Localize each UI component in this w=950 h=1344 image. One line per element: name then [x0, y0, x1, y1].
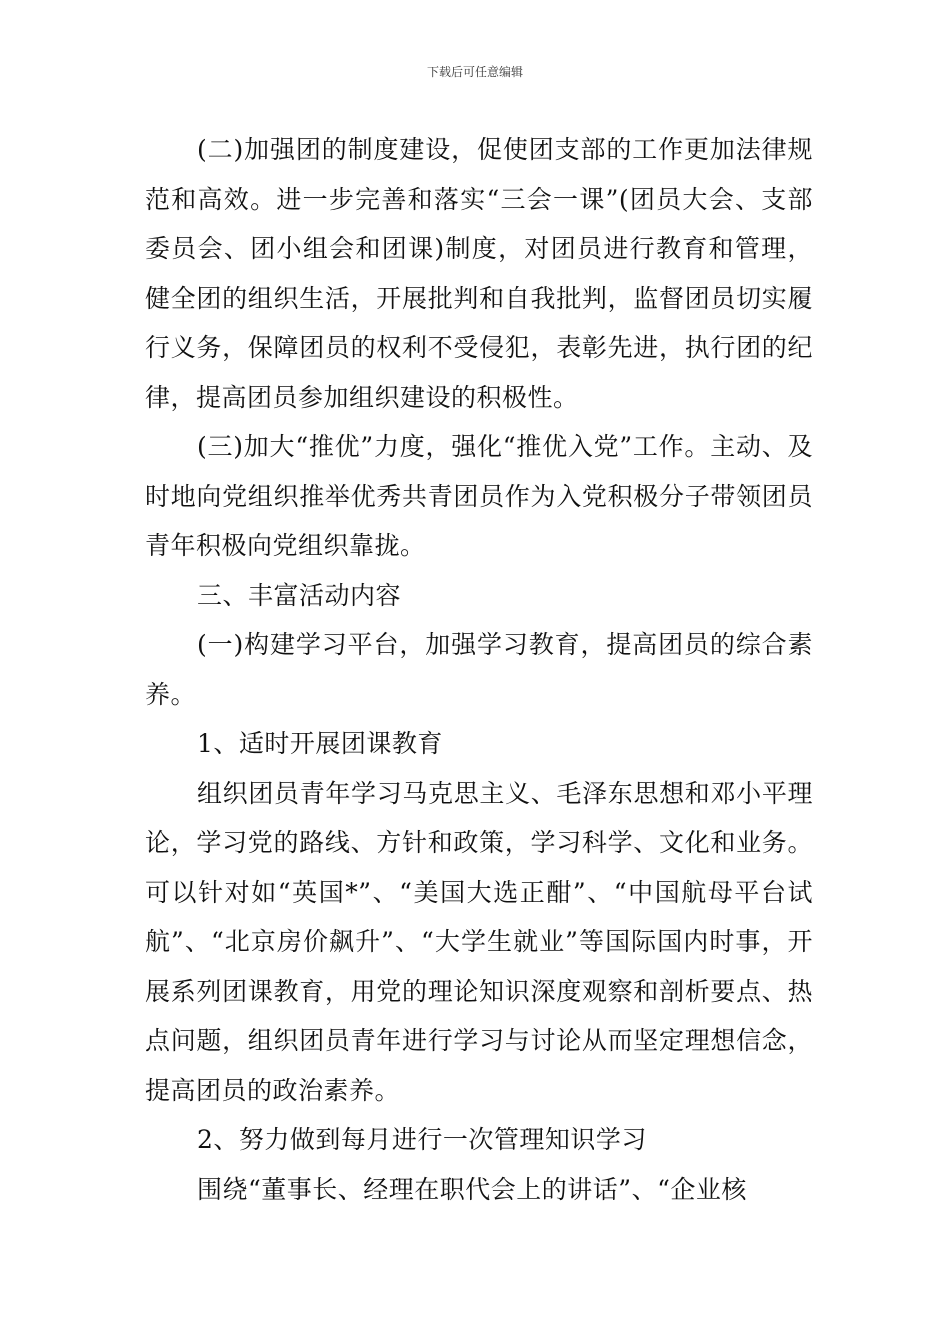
paragraph-system-building: (二)加强团的制度建设，促使团支部的工作更加法律规范和高效。进一步完善和落实“三会一课”(团员大会、支部委员会、团小组会和团课)制度，对团员进行教育和管理，健全团的组织生活，开展批判和自我批判，监督团员切实履行义务，保障团员的权利不受侵犯，表彰先进，执行团的纪律，提高团员参加组织建设的积极性。 — [145, 135, 813, 412]
paragraph-league-class-content: 组织团员青年学习马克思主义、毛泽东思想和邓小平理论，学习党的路线、方针和政策，学习科学、文化和业务。可以针对如“英国*”、“美国大选正酣”、“中国航母平台试航”、“北京房价飙升”、“大学生就业”等国际国内时事，开展系列团课教育，用党的理论知识深度观察和剖析要点、热点问题，组织团员青年进行学习与讨论从而坚定理想信念，提高团员的政治素养。 — [145, 778, 813, 1105]
paragraph-monthly-study-content: 围绕“董事长、经理在职代会上的讲话”、“企业核 — [197, 1174, 747, 1204]
section-heading-activities: 三、丰富活动内容 — [197, 580, 402, 610]
item-heading-league-class: 1、适时开展团课教育 — [197, 729, 443, 758]
paragraph-recommend-excellent: (三)加大“推优”力度，强化“推优入党”工作。主动、及时地向党组织推举优秀共青团员作为入党积极分子带领团员青年积极向党组织靠拢。 — [145, 432, 813, 560]
subsection-heading-learning-platform: (一)构建学习平台，加强学习教育，提高团员的综合素养。 — [145, 630, 813, 709]
item-heading-monthly-study: 2、努力做到每月进行一次管理知识学习 — [197, 1125, 647, 1154]
page-header: 下载后可任意编辑 — [426, 65, 523, 79]
document-body — [145, 125, 813, 1214]
